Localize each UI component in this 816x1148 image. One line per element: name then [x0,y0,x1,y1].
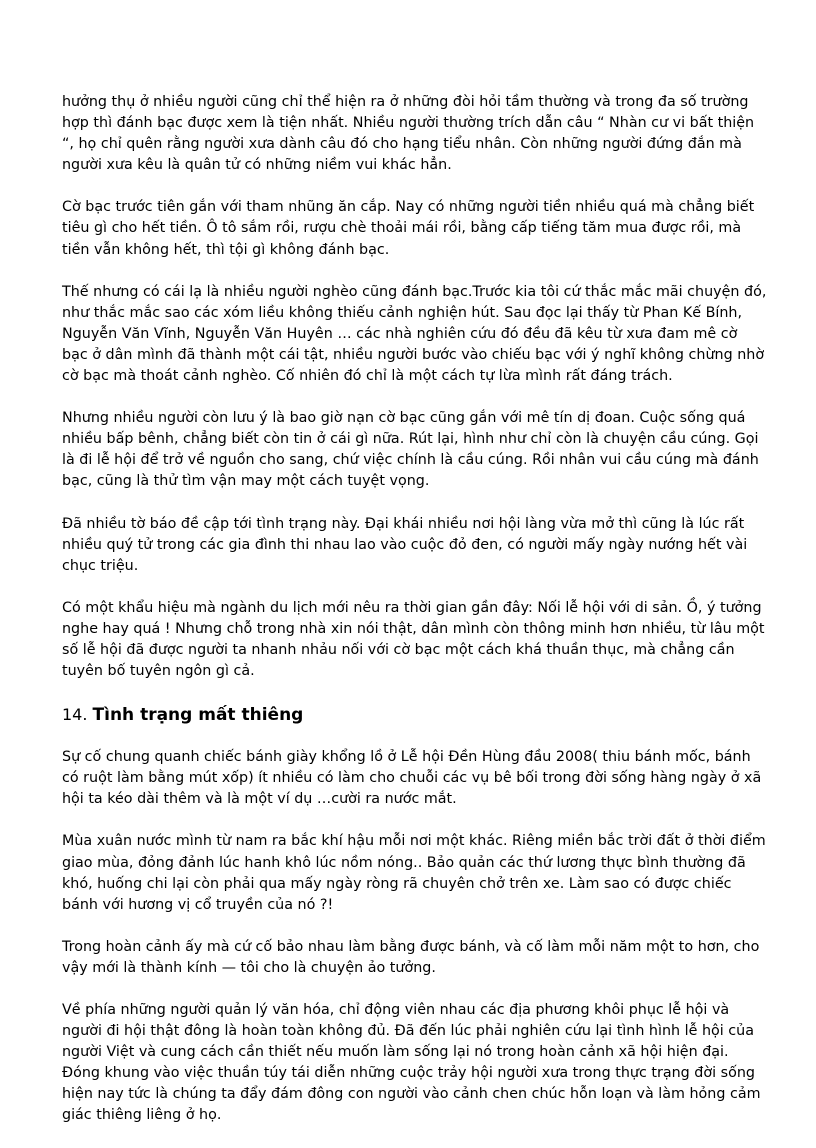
paragraph-6: Có một khẩu hiệu mà ngành du lịch mới nêu ra thời gian gần đây: Nối lễ hội với di sản. Ồ, ý tưởng nghe hay quá ! Nhưng chỗ trong nhà xin nói thật, dân mình còn thông minh hơn nhiều, từ lâu một số lễ hội đã được người ta nhanh nhảu nối với cờ bạc một cách khá thuần thục, mà chẳng cần tuyên bố tuyên ngôn gì cả. [62,599,765,680]
paragraph-4: Nhưng nhiều người còn lưu ý là bao giờ nạn cờ bạc cũng gắn với mê tín dị đoan. Cuộc sống quá nhiều bấp bênh, chẳng biết còn tin ở cái gì nữa. Rút lại, hình như chỉ còn là chuyện cầu cúng. Gọi là đi lễ hội để trở về nguồn cho sang, chứ việc chính là cầu cúng. Rồi nhân vui cầu cúng mà đánh bạc, cũng là thử tìm vận may một cách tuyệt vọng. [62,410,759,490]
paragraph-8: Mùa xuân nước mình từ nam ra bắc khí hậu mỗi nơi một khác. Riêng miền bắc trời đất ở thời điểm giao mùa, đỏng đảnh lúc hanh khô lúc nồm nóng.. Bảo quản các thứ lương thực bình thường đã khó, huống chi lại còn phải qua mấy ngày ròng rã chuyên chở trên xe. Làm sao có được chiếc bánh với hương vị cổ truyền của nó ?! [62,833,766,913]
paragraph-2: Cờ bạc trước tiên gắn với tham nhũng ăn cắp. Nay có những người tiền nhiều quá mà chẳng biết tiêu gì cho hết tiền. Ô tô sắm rồi, rượu chè thoải mái rồi, bằng cấp tiếng tăm mua được rồi, mà tiền vẫn không hết, thì tội gì không đánh bạc. [62,199,755,258]
paragraph-1: hưởng thụ ở nhiều người cũng chỉ thể hiện ra ở những đòi hỏi tầm thường và trong đa số trường hợp thì đánh bạc được xem là tiện nhất. Nhiều người thường trích dẫn câu “ Nhàn cư vi bất thiện “, họ chỉ quên rằng người xưa dành câu đó cho hạng tiểu nhân. Còn những người đứng đắn mà người xưa kêu là quân tử có những niềm vui khác hẳn. [62,94,755,174]
section-title: Tình trạng mất thiêng [92,705,304,726]
section-number: 14. [62,705,93,725]
paragraph-7: Sự cố chung quanh chiếc bánh giày khổng lồ ở Lễ hội Đền Hùng đầu 2008( thiu bánh mốc, bánh có ruột làm bằng mút xốp) ít nhiều có làm cho chuỗi các vụ bê bối trong đời sống hàng ngày ở xã hội ta kéo dài thêm và là một ví dụ …cười ra nước mắt. [62,749,762,808]
document-body [62,92,767,1148]
paragraph-9: Trong hoàn cảnh ấy mà cứ cố bảo nhau làm bằng được bánh, và cố làm mỗi năm một to hơn, cho vậy mới là thành kính — tôi cho là chuyện ảo tưởng. [62,938,760,976]
paragraph-3: Thế nhưng có cái lạ là nhiều người nghèo cũng đánh bạc.Trước kia tôi cứ thắc mắc mãi chuyện đó, như thắc mắc sao các xóm liều không thiếu cảnh nghiện hút. Sau đọc lại thấy từ Phan Kế Bính, Nguyễn Văn Vĩnh, Nguyễn Văn Huyên … các nhà nghiên cứu đó đều đã kêu từ xưa đam mê cờ bạc ở dân mình đã thành một cái tật, nhiều người bước vào chiếu bạc với ý nghĩ không chừng nhờ cờ bạc mà thoát cảnh nghèo. Cố nhiên đó chỉ là một cách tự lừa mình rất đáng trách. [62,283,767,385]
paragraph-10: Về phía những người quản lý văn hóa, chỉ động viên nhau các địa phương khôi phục lễ hội và người đi hội thật đông là hoàn toàn không đủ. Đã đến lúc phải nghiên cứu lại tình hình lễ hội của người Việt và cung cách cần thiết nếu muốn làm sống lại nó trong hoàn cảnh xã hội hiện đại. Đóng khung vào việc thuần túy tái diễn những cuộc trảy hội người xưa trong thực trạng đời sống hiện nay tức là chúng ta đẩy đám đông con người vào cảnh chen chúc hỗn loạn và làm hỏng cảm giác thiêng liêng ở họ. [62,1002,761,1124]
section-heading [62,703,767,727]
paragraph-5: Đã nhiều tờ báo đề cập tới tình trạng này. Đại khái nhiều nơi hội làng vừa mở thì cũng là lúc rất nhiều quý tử trong các gia đình thi nhau lao vào cuộc đỏ đen, có người mấy ngày nướng hết vài chục triệu. [62,515,748,574]
